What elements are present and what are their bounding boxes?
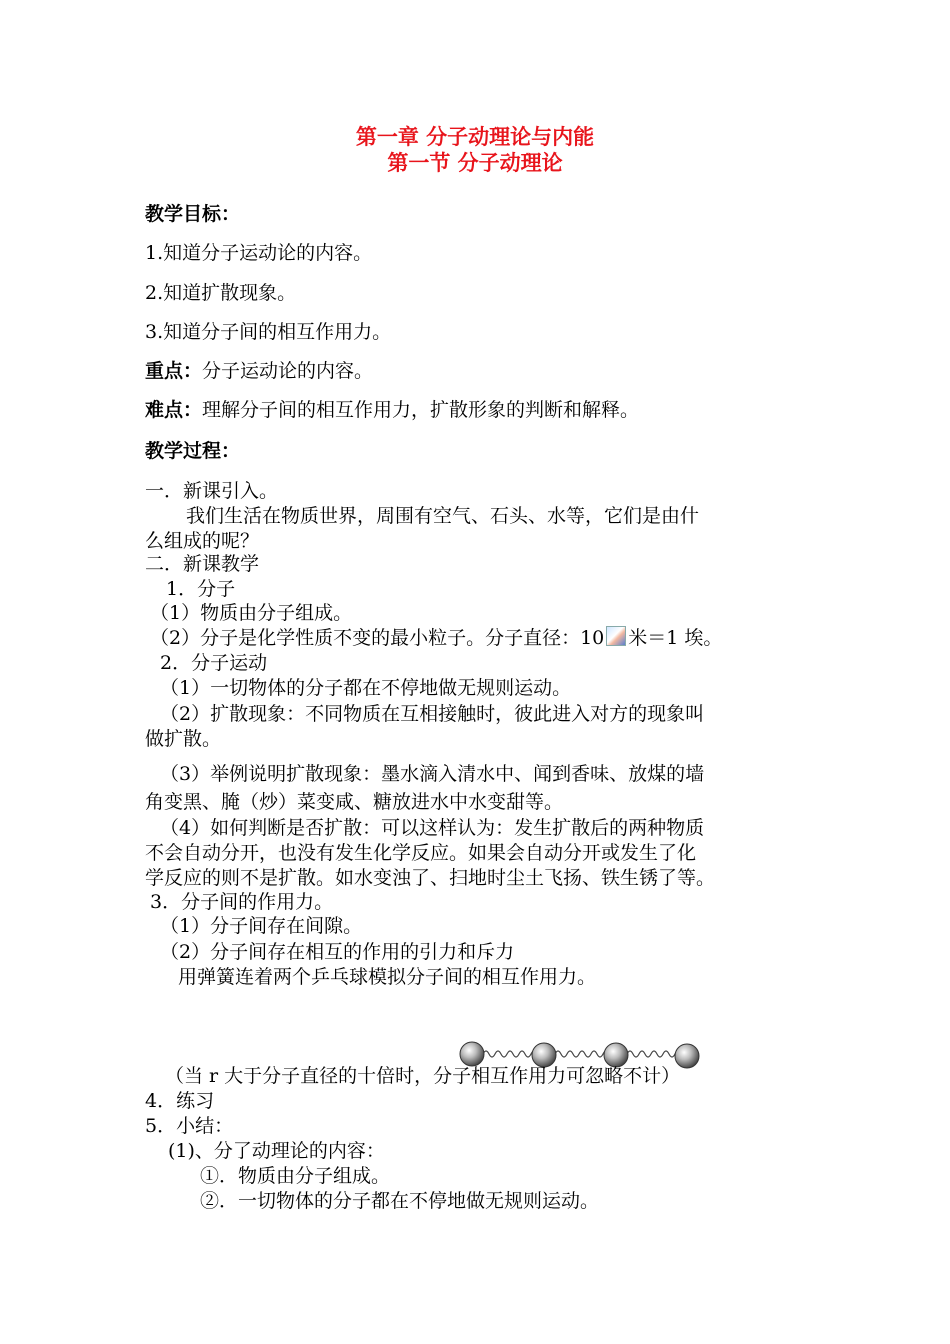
objective-item-2: 2.知道扩散现象。	[145, 282, 297, 304]
section-2-item-4-line-1: （4）如何判断是否扩散：可以这样认为：发生扩散后的两种物质	[160, 817, 705, 839]
section-2-item-3-line-2: 角变黑、腌（炒）菜变咸、糖放进水中水变甜等。	[145, 791, 564, 813]
section-2-item-2-line-1: （2）扩散现象：不同物质在互相接触时，彼此进入对方的现象叫	[160, 703, 705, 725]
intro-paragraph-line-2: 么组成的呢？	[145, 530, 260, 552]
section-3-title: 3．分子间的作用力。	[150, 891, 334, 913]
spring-coil-2	[555, 1051, 609, 1057]
section-1-item-2	[150, 626, 722, 650]
teach-title: 二．新课教学	[145, 553, 260, 575]
section-2-item-3-line-1: （3）举例说明扩散现象：墨水滴入清水中、闻到香味、放煤的墙	[160, 763, 705, 785]
spring-coil-1	[483, 1051, 537, 1057]
objectives-heading: 教学目标：	[145, 203, 241, 225]
section-3-item-1: （1）分子间存在间隙。	[160, 915, 363, 937]
section-4-title: 4．练习	[145, 1090, 215, 1112]
intro-paragraph-line-1: 我们生活在物质世界，周围有空气、石头、水等，它们是由什	[186, 505, 700, 527]
section-5-title: 5．小结：	[145, 1115, 234, 1137]
key-point	[145, 359, 373, 383]
section-3-item-2: （2）分子间存在相互的作用的引力和斥力	[160, 941, 515, 963]
exponent-image-icon	[606, 626, 626, 646]
objective-item-3: 3.知道分子间的相互作用力。	[145, 321, 392, 343]
chapter-title: 第一章 分子动理论与内能	[355, 125, 595, 149]
section-title: 第一节 分子动理论	[387, 151, 563, 175]
summary-item-1-b: ②．一切物体的分子都在不停地做无规则运动。	[200, 1190, 600, 1212]
section-3-note: （当 r 大于分子直径的十倍时，分子相互作用力可忽略不计）	[165, 1065, 681, 1087]
ball-1	[460, 1042, 484, 1066]
objective-item-1: 1.知道分子运动论的内容。	[145, 242, 373, 264]
summary-item-1-a: ①．物质由分子组成。	[200, 1165, 391, 1187]
section-2-item-1: （1）一切物体的分子都在不停地做无规则运动。	[160, 677, 572, 699]
spring-coil-3	[627, 1051, 681, 1057]
section-1-item-1: （1）物质由分子组成。	[150, 602, 353, 624]
difficulty	[145, 398, 639, 422]
key-point-label: 重点：	[145, 360, 203, 382]
summary-item-1: (1)、分了动理论的内容：	[168, 1140, 385, 1162]
difficulty-text: 理解分子间的相互作用力，扩散形象的判断和解释。	[202, 399, 640, 421]
intro-title: 一．新课引入。	[145, 480, 279, 502]
section-3-item-3: 用弹簧连着两个乒乓球模拟分子间的相互作用力。	[178, 966, 597, 988]
section-1-title: 1．分子	[166, 578, 236, 600]
section-2-title: 2．分子运动	[160, 652, 268, 674]
section-1-item-2-text-before: （2）分子是化学性质不变的最小粒子。分子直径：10	[150, 627, 605, 649]
key-point-text: 分子运动论的内容。	[202, 360, 374, 382]
section-2-item-2-line-2: 做扩散。	[145, 728, 222, 750]
section-2-item-4-line-2: 不会自动分开，也没有发生化学反应。如果会自动分开或发生了化	[145, 842, 697, 864]
difficulty-label: 难点：	[145, 399, 203, 421]
process-heading: 教学过程：	[145, 440, 241, 462]
section-2-item-4-line-3: 学反应的则不是扩散。如水变浊了、扫地时尘土飞扬、铁生锈了等。	[145, 867, 716, 889]
section-1-item-2-text-after: 米＝1 埃。	[628, 627, 723, 649]
